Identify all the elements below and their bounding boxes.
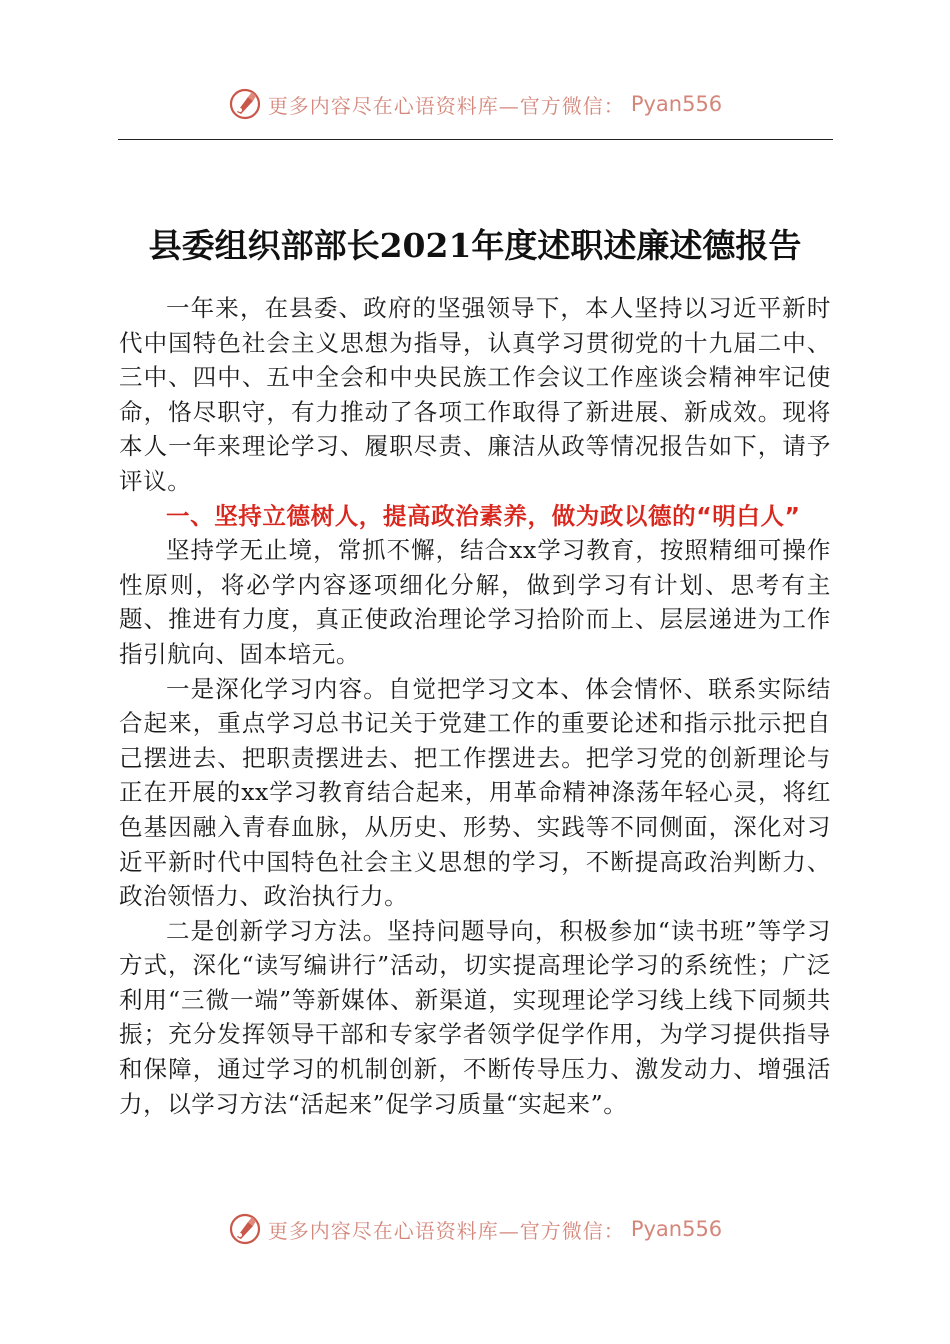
pen-nib-circle-icon bbox=[228, 87, 262, 121]
header-divider bbox=[118, 139, 833, 140]
watermark-wechat-id: Pyan556 bbox=[630, 1217, 723, 1241]
body-paragraph: 一是深化学习内容。自觉把学习文本、体会情怀、联系实际结合起来，重点学习总书记关于党建工作的重要论述和指示批示把自己摆进去、把职责摆进去、把工作摆进去。把学习党的创新理论与正在开展的xx学习教育结合起来，用革命精神涤荡年轻心灵，将红色基因融入青春血脉，从历史、形势、实践等不同侧面，深化对习近平新时代中国特色社会主义思想的学习，不断提高政治判断力、政治领悟力、政治执行力。 bbox=[119, 674, 831, 911]
pen-nib-circle-icon bbox=[228, 1212, 262, 1246]
header-watermark bbox=[0, 84, 950, 124]
watermark-wechat-id: Pyan556 bbox=[630, 92, 723, 116]
footer-watermark bbox=[0, 1209, 950, 1249]
body-paragraph: 坚持学无止境，常抓不懈，结合xx学习教育，按照精细可操作性原则，将必学内容逐项细化分解，做到学习有计划、思考有主题、推进有力度，真正使政治理论学习拾阶而上、层层递进为工作指引航向、固本培元。 bbox=[119, 536, 831, 668]
watermark-text: 更多内容尽在心语资料库—官方微信： bbox=[267, 1218, 625, 1243]
section-heading-1: 一、坚持立德树人，提高政治素养，做为政以德的“明白人” bbox=[166, 501, 801, 530]
watermark-text: 更多内容尽在心语资料库—官方微信： bbox=[267, 93, 625, 118]
body-paragraph: 二是创新学习方法。坚持问题导向，积极参加“读书班”等学习方式，深化“读写编讲行”活动，切实提高理论学习的系统性；广泛利用“三微一端”等新媒体、新渠道，实现理论学习线上线下同频共振；充分发挥领导干部和专家学者领学促学作用，为学习提供指导和保障，通过学习的机制创新，不断传导压力、激发动力、增强活力，以学习方法“活起来”促学习质量“实起来”。 bbox=[119, 916, 831, 1118]
intro-paragraph: 一年来，在县委、政府的坚强领导下，本人坚持以习近平新时代中国特色社会主义思想为指导，认真学习贯彻党的十九届二中、三中、四中、五中全会和中央民族工作会议工作座谈会精神牢记使命，恪尽职守，有力推动了各项工作取得了新进展、新成效。现将本人一年来理论学习、履职尽责、廉洁从政等情况报告如下，请予评议。 bbox=[119, 294, 831, 495]
document-body bbox=[119, 291, 831, 1121]
document-title: 县委组织部部长2021年度述职述廉述德报告 bbox=[148, 226, 802, 266]
